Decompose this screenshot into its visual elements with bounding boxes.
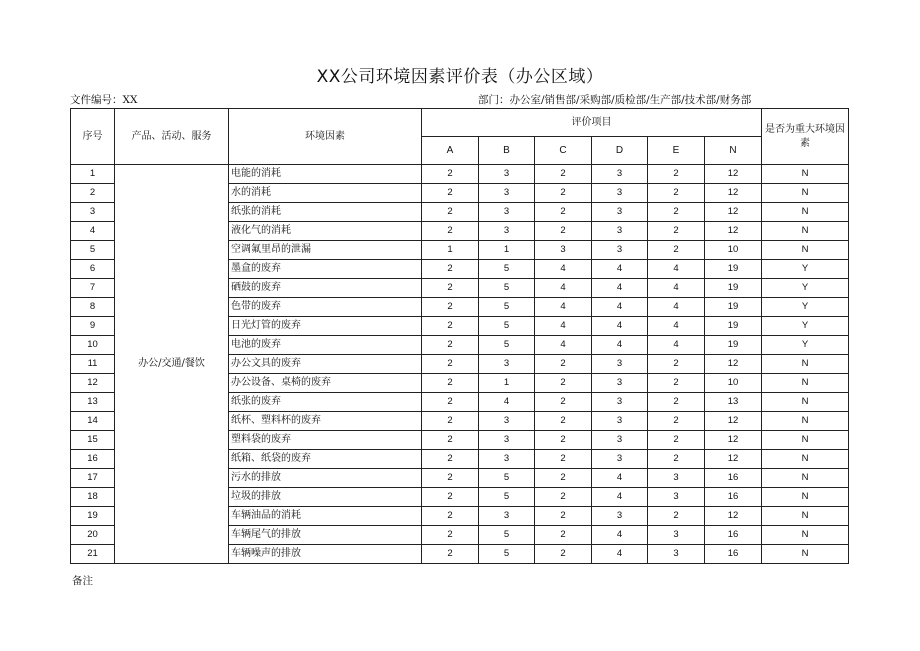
row-seq: 21 (71, 545, 115, 564)
row-seq: 6 (71, 260, 115, 279)
row-significant: N (762, 222, 849, 241)
row-factor: 纸杯、塑料杯的废弃 (229, 412, 422, 431)
row-score-a: 2 (422, 469, 479, 488)
row-score-e: 3 (648, 469, 705, 488)
row-factor: 车辆油品的消耗 (229, 507, 422, 526)
row-score-n: 19 (705, 260, 762, 279)
row-score-c: 2 (535, 374, 592, 393)
row-score-d: 4 (592, 298, 648, 317)
page-title: XX公司环境因素评价表（办公区域） (316, 67, 604, 87)
row-score-e: 2 (648, 507, 705, 526)
row-score-c: 4 (535, 260, 592, 279)
row-score-n: 12 (705, 203, 762, 222)
row-factor: 纸张的废弃 (229, 393, 422, 412)
row-score-c: 2 (535, 203, 592, 222)
row-score-e: 3 (648, 488, 705, 507)
row-factor: 墨盒的废弃 (229, 260, 422, 279)
row-score-c: 2 (535, 469, 592, 488)
row-score-n: 12 (705, 431, 762, 450)
row-score-d: 3 (592, 507, 648, 526)
row-score-b: 5 (479, 298, 535, 317)
header-product: 产品、活动、服务 (115, 109, 229, 165)
row-score-n: 19 (705, 317, 762, 336)
row-factor: 电池的废弃 (229, 336, 422, 355)
row-seq: 8 (71, 298, 115, 317)
row-score-n: 19 (705, 279, 762, 298)
row-score-c: 2 (535, 412, 592, 431)
row-score-a: 2 (422, 222, 479, 241)
row-score-c: 2 (535, 450, 592, 469)
row-score-d: 4 (592, 317, 648, 336)
row-seq: 9 (71, 317, 115, 336)
row-score-b: 3 (479, 203, 535, 222)
row-score-b: 3 (479, 222, 535, 241)
header-col-a: A (422, 137, 479, 165)
row-score-b: 4 (479, 393, 535, 412)
row-score-b: 3 (479, 165, 535, 184)
row-score-c: 2 (535, 526, 592, 545)
row-score-c: 2 (535, 165, 592, 184)
row-factor: 污水的排放 (229, 469, 422, 488)
row-significant: N (762, 507, 849, 526)
row-score-a: 2 (422, 393, 479, 412)
row-score-e: 2 (648, 450, 705, 469)
row-significant: N (762, 431, 849, 450)
row-score-c: 2 (535, 184, 592, 203)
row-seq: 12 (71, 374, 115, 393)
table-body (71, 165, 849, 564)
row-score-e: 4 (648, 260, 705, 279)
row-score-b: 3 (479, 450, 535, 469)
department-list: 部门：办公室/销售部/采购部/质检部/生产部/技术部/财务部 (478, 94, 752, 106)
row-score-a: 2 (422, 184, 479, 203)
row-score-b: 5 (479, 279, 535, 298)
row-score-c: 2 (535, 488, 592, 507)
row-seq: 16 (71, 450, 115, 469)
row-significant: N (762, 241, 849, 260)
row-seq: 14 (71, 412, 115, 431)
row-seq: 17 (71, 469, 115, 488)
row-score-n: 12 (705, 450, 762, 469)
row-significant: Y (762, 279, 849, 298)
row-seq: 7 (71, 279, 115, 298)
row-score-b: 5 (479, 469, 535, 488)
row-score-d: 3 (592, 431, 648, 450)
row-score-a: 2 (422, 279, 479, 298)
row-score-b: 3 (479, 184, 535, 203)
row-seq: 15 (71, 431, 115, 450)
row-score-e: 2 (648, 222, 705, 241)
row-factor: 塑料袋的废弃 (229, 431, 422, 450)
row-significant: N (762, 412, 849, 431)
row-seq: 11 (71, 355, 115, 374)
header-significant: 是否为重大环境因素 (762, 109, 849, 165)
row-factor: 车辆尾气的排放 (229, 526, 422, 545)
row-score-e: 4 (648, 298, 705, 317)
row-score-e: 2 (648, 241, 705, 260)
row-score-e: 2 (648, 393, 705, 412)
row-significant: N (762, 545, 849, 564)
row-score-n: 12 (705, 184, 762, 203)
row-score-n: 13 (705, 393, 762, 412)
row-score-d: 4 (592, 545, 648, 564)
row-factor: 空调氟里昂的泄漏 (229, 241, 422, 260)
row-score-n: 16 (705, 488, 762, 507)
row-score-d: 3 (592, 165, 648, 184)
row-factor: 车辆噪声的排放 (229, 545, 422, 564)
row-significant: N (762, 488, 849, 507)
row-score-a: 2 (422, 203, 479, 222)
remarks-label: 备注 (72, 575, 93, 587)
row-significant: N (762, 184, 849, 203)
row-score-d: 3 (592, 355, 648, 374)
row-score-n: 10 (705, 241, 762, 260)
row-score-n: 12 (705, 355, 762, 374)
row-score-e: 3 (648, 545, 705, 564)
row-score-d: 4 (592, 488, 648, 507)
row-score-n: 12 (705, 165, 762, 184)
row-score-b: 5 (479, 260, 535, 279)
row-score-c: 4 (535, 336, 592, 355)
row-score-d: 3 (592, 374, 648, 393)
row-seq: 13 (71, 393, 115, 412)
row-factor: 日光灯管的废弃 (229, 317, 422, 336)
row-score-c: 2 (535, 431, 592, 450)
row-score-d: 4 (592, 279, 648, 298)
row-significant: Y (762, 317, 849, 336)
product-activity-cell: 办公/交通/餐饮 (115, 165, 229, 564)
row-score-b: 5 (479, 488, 535, 507)
header-col-c: C (535, 137, 592, 165)
row-factor: 纸箱、纸袋的废弃 (229, 450, 422, 469)
row-significant: N (762, 393, 849, 412)
row-score-b: 3 (479, 355, 535, 374)
row-score-b: 5 (479, 336, 535, 355)
header-evaluation: 评价项目 (422, 109, 762, 137)
header-col-e: E (648, 137, 705, 165)
row-factor: 垃圾的排放 (229, 488, 422, 507)
row-score-c: 2 (535, 507, 592, 526)
row-significant: Y (762, 298, 849, 317)
row-factor: 电能的消耗 (229, 165, 422, 184)
row-score-e: 2 (648, 355, 705, 374)
row-score-b: 3 (479, 507, 535, 526)
row-score-a: 2 (422, 412, 479, 431)
row-seq: 4 (71, 222, 115, 241)
row-seq: 1 (71, 165, 115, 184)
row-score-c: 3 (535, 241, 592, 260)
row-score-n: 12 (705, 507, 762, 526)
row-significant: N (762, 374, 849, 393)
file-number: 文件编号：XX (70, 94, 138, 106)
row-score-n: 12 (705, 222, 762, 241)
row-score-e: 4 (648, 336, 705, 355)
row-score-c: 2 (535, 545, 592, 564)
row-score-e: 4 (648, 317, 705, 336)
row-score-d: 3 (592, 393, 648, 412)
row-score-a: 2 (422, 355, 479, 374)
row-score-a: 2 (422, 298, 479, 317)
row-seq: 3 (71, 203, 115, 222)
row-factor: 办公文具的废弃 (229, 355, 422, 374)
row-seq: 5 (71, 241, 115, 260)
row-score-a: 2 (422, 488, 479, 507)
row-score-a: 2 (422, 260, 479, 279)
row-score-c: 4 (535, 279, 592, 298)
row-factor: 办公设备、桌椅的废弃 (229, 374, 422, 393)
row-score-b: 1 (479, 241, 535, 260)
row-score-a: 2 (422, 336, 479, 355)
row-score-a: 2 (422, 374, 479, 393)
header-col-b: B (479, 137, 535, 165)
row-score-e: 2 (648, 412, 705, 431)
row-significant: N (762, 203, 849, 222)
row-significant: Y (762, 260, 849, 279)
row-score-b: 1 (479, 374, 535, 393)
row-score-e: 2 (648, 203, 705, 222)
row-seq: 18 (71, 488, 115, 507)
row-score-d: 3 (592, 203, 648, 222)
row-score-c: 2 (535, 393, 592, 412)
row-significant: N (762, 355, 849, 374)
evaluation-table (70, 108, 849, 564)
row-score-d: 3 (592, 412, 648, 431)
row-score-d: 4 (592, 260, 648, 279)
row-score-e: 2 (648, 184, 705, 203)
row-significant: N (762, 165, 849, 184)
row-score-n: 16 (705, 469, 762, 488)
row-score-e: 4 (648, 279, 705, 298)
table-row (71, 165, 849, 184)
row-factor: 硒鼓的废弃 (229, 279, 422, 298)
row-score-b: 5 (479, 545, 535, 564)
row-seq: 20 (71, 526, 115, 545)
header-seq: 序号 (71, 109, 115, 165)
row-score-b: 5 (479, 526, 535, 545)
row-factor: 纸张的消耗 (229, 203, 422, 222)
row-score-e: 2 (648, 431, 705, 450)
row-score-b: 3 (479, 431, 535, 450)
row-score-a: 2 (422, 165, 479, 184)
row-score-n: 16 (705, 526, 762, 545)
header-factor: 环境因素 (229, 109, 422, 165)
row-score-b: 5 (479, 317, 535, 336)
row-significant: N (762, 450, 849, 469)
row-score-n: 12 (705, 412, 762, 431)
row-significant: N (762, 526, 849, 545)
header-col-d: D (592, 137, 648, 165)
row-score-d: 3 (592, 222, 648, 241)
row-score-n: 19 (705, 336, 762, 355)
row-score-n: 19 (705, 298, 762, 317)
row-score-d: 4 (592, 526, 648, 545)
row-score-d: 3 (592, 450, 648, 469)
row-score-a: 2 (422, 545, 479, 564)
row-score-n: 16 (705, 545, 762, 564)
row-score-e: 2 (648, 374, 705, 393)
row-factor: 水的消耗 (229, 184, 422, 203)
row-score-a: 2 (422, 431, 479, 450)
row-factor: 色带的废弃 (229, 298, 422, 317)
row-score-c: 2 (535, 222, 592, 241)
row-score-n: 10 (705, 374, 762, 393)
row-score-a: 1 (422, 241, 479, 260)
row-score-c: 4 (535, 317, 592, 336)
row-score-a: 2 (422, 507, 479, 526)
row-score-c: 2 (535, 355, 592, 374)
row-score-a: 2 (422, 526, 479, 545)
row-score-c: 4 (535, 298, 592, 317)
row-significant: N (762, 469, 849, 488)
row-seq: 10 (71, 336, 115, 355)
row-score-e: 2 (648, 165, 705, 184)
header-col-n: N (705, 137, 762, 165)
row-score-e: 3 (648, 526, 705, 545)
row-seq: 2 (71, 184, 115, 203)
row-score-d: 3 (592, 241, 648, 260)
row-seq: 19 (71, 507, 115, 526)
row-significant: Y (762, 336, 849, 355)
row-score-d: 4 (592, 469, 648, 488)
row-factor: 液化气的消耗 (229, 222, 422, 241)
row-score-d: 4 (592, 336, 648, 355)
row-score-b: 3 (479, 412, 535, 431)
row-score-a: 2 (422, 450, 479, 469)
row-score-d: 3 (592, 184, 648, 203)
row-score-a: 2 (422, 317, 479, 336)
